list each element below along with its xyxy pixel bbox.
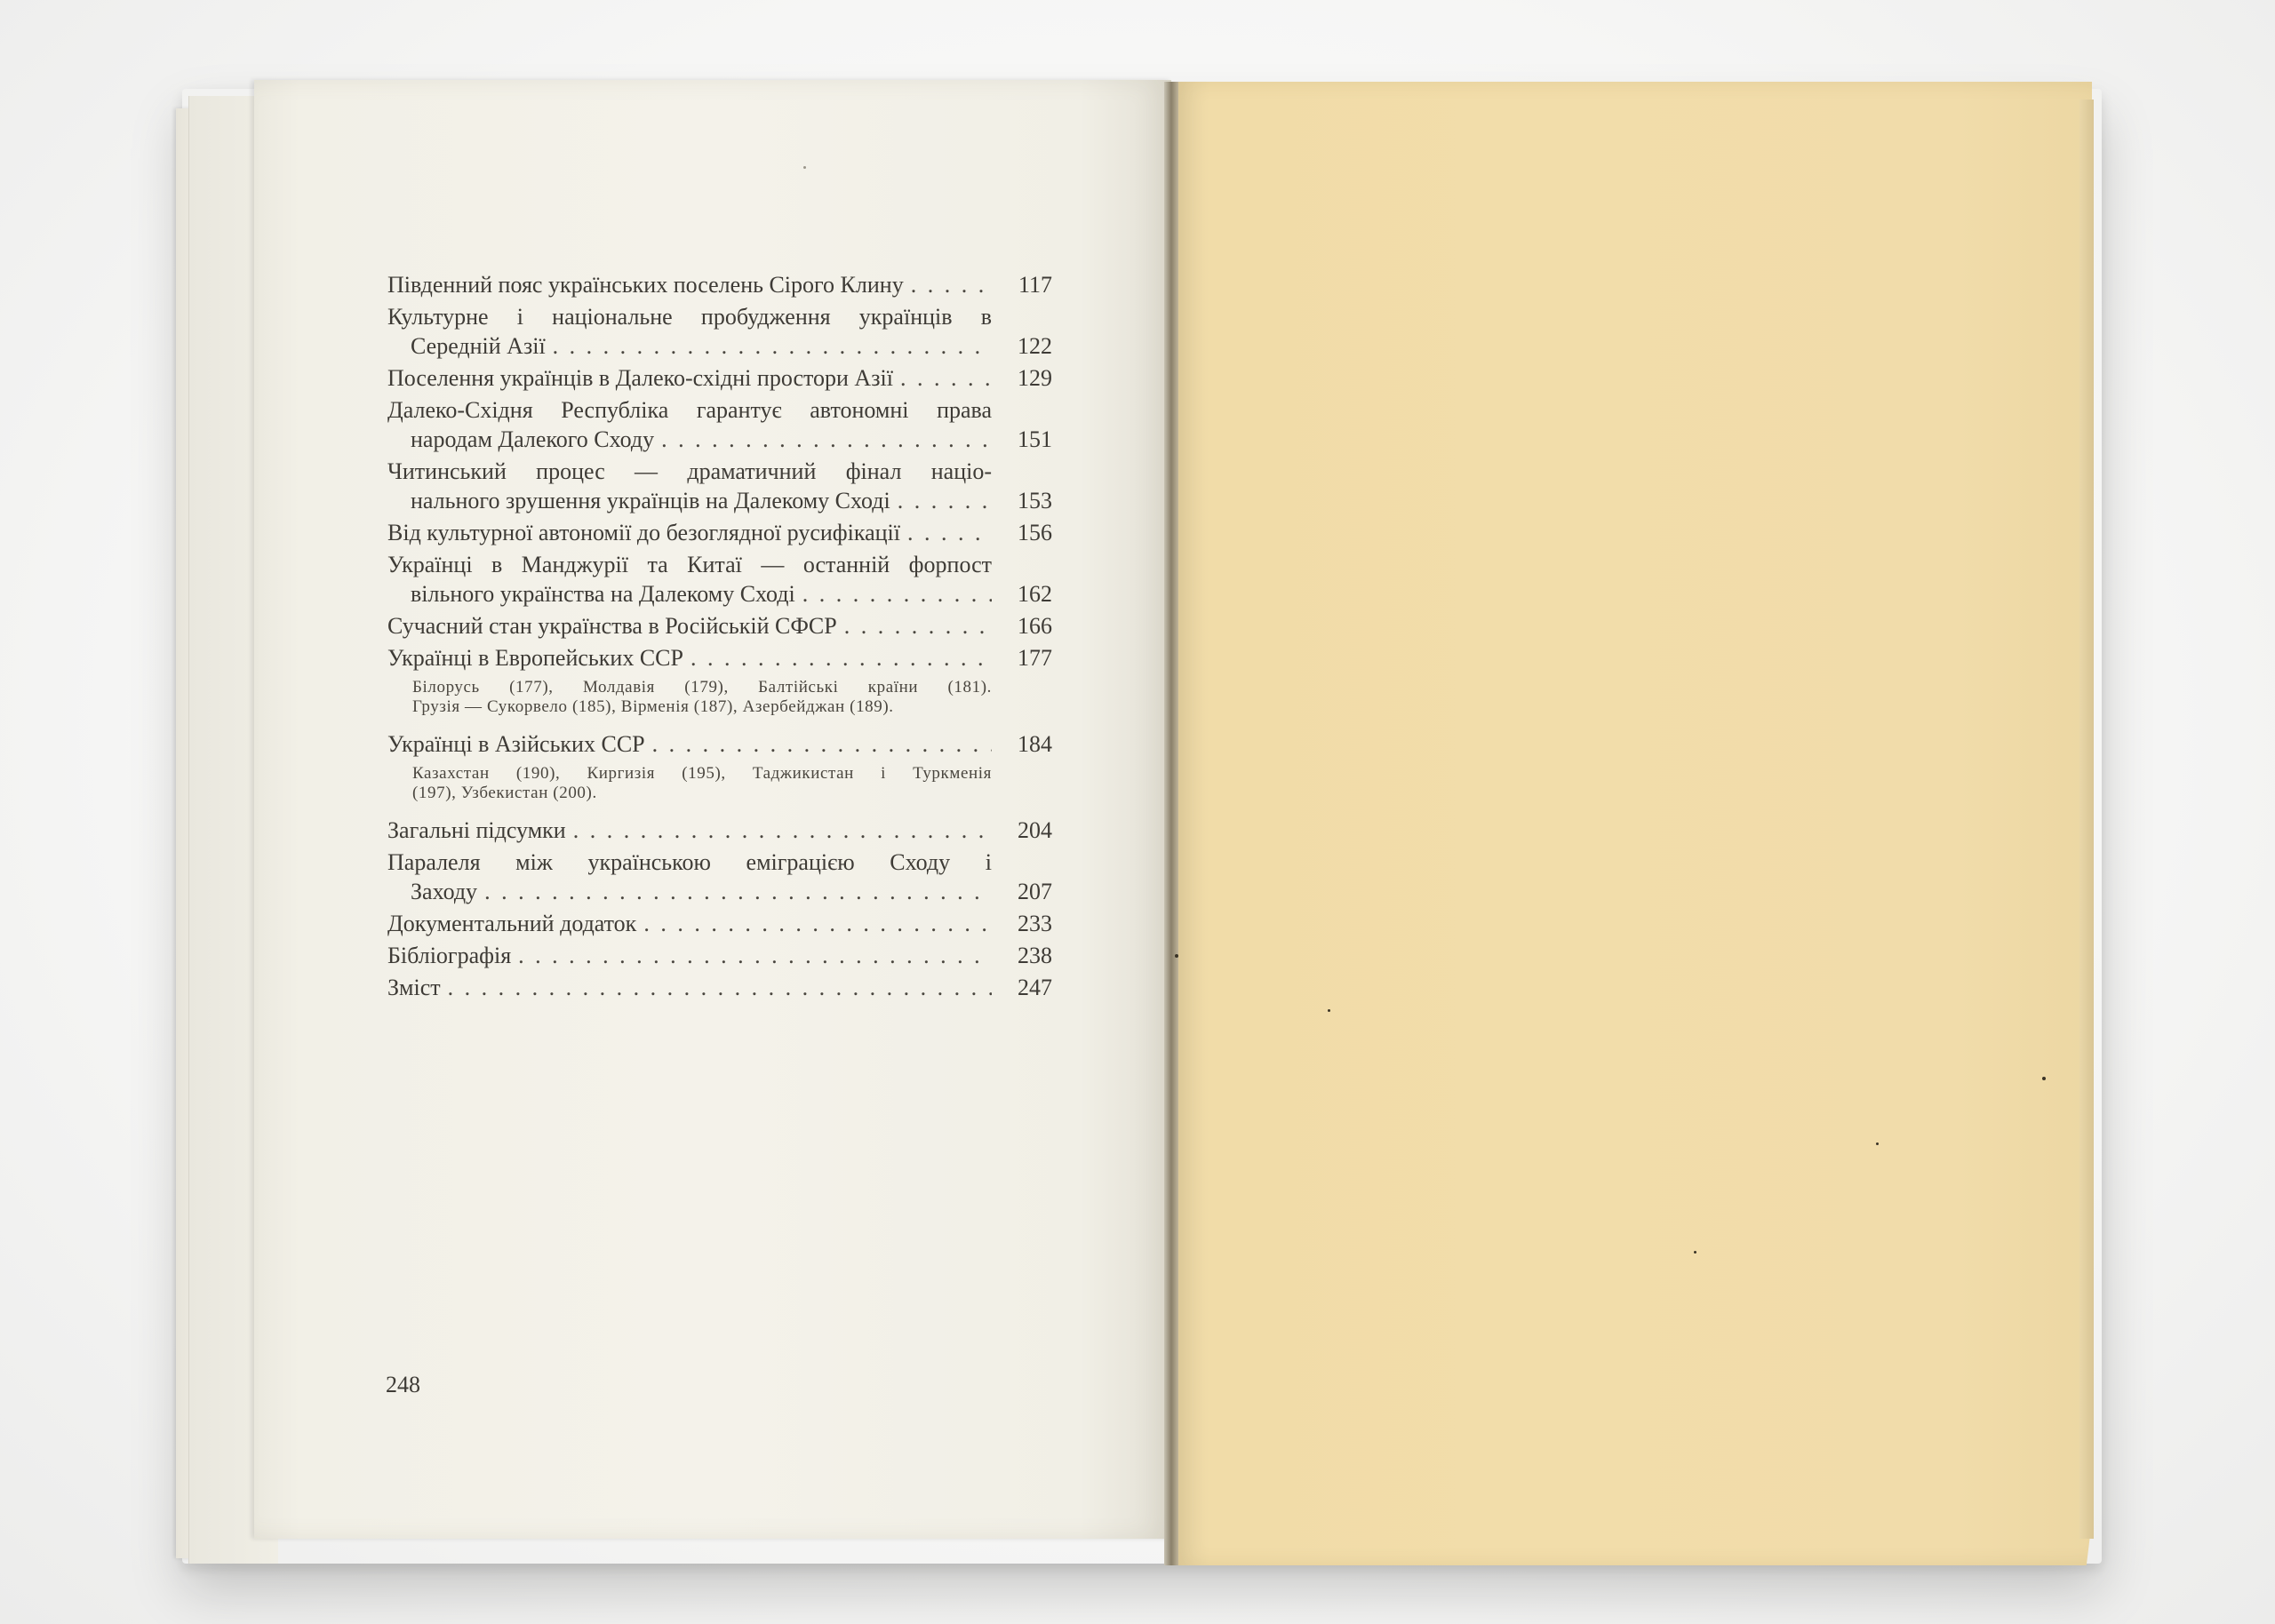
dot-leader — [898, 486, 992, 515]
toc-entry-title: Загальні підсумки — [387, 817, 566, 843]
toc-page-number: 177 — [1018, 645, 1052, 671]
toc-subentry-line: Казахстан (190), Киргизія (195), Таджикистан і Туркменія — [412, 764, 992, 783]
dot-leader — [900, 363, 992, 393]
paper-speck — [2042, 1077, 2046, 1080]
toc-entry — [387, 395, 1052, 454]
paper-speck — [1328, 1009, 1330, 1012]
toc-entry-title: Поселення українців в Далеко-східні простори Азії — [387, 365, 893, 391]
toc-entry-title: Від культурної автономії до безоглядної русифікації — [387, 520, 900, 545]
toc-entry-title: Паралеля між українською еміграцією Сходу і — [387, 849, 992, 875]
toc-entry — [387, 909, 1052, 938]
dot-leader — [690, 643, 992, 673]
dot-leader — [643, 909, 992, 938]
toc-page-number: 117 — [1018, 272, 1052, 298]
dot-leader — [907, 518, 992, 547]
toc-page-number: 207 — [1018, 879, 1052, 904]
paper-speck — [1876, 1142, 1879, 1145]
toc-page-number: 247 — [1018, 975, 1052, 1000]
dot-leader — [484, 877, 992, 906]
toc-entry — [387, 270, 1052, 299]
table-of-contents — [387, 270, 1052, 1005]
toc-entry-title: Південний пояс українських поселень Сірого Клину — [387, 272, 904, 298]
toc-entry — [387, 302, 1052, 361]
toc-page-number: 162 — [1018, 581, 1052, 607]
dot-leader — [652, 729, 992, 759]
toc-entry — [387, 973, 1052, 1002]
dot-leader — [911, 270, 992, 299]
toc-entry-title: Середній Азії — [411, 333, 546, 359]
toc-page-number: 156 — [1018, 520, 1052, 545]
toc-entry — [387, 363, 1052, 393]
toc-page-number: 166 — [1018, 613, 1052, 639]
toc-page-number: 204 — [1018, 817, 1052, 843]
toc-page-number: 238 — [1018, 943, 1052, 968]
toc-entry-title: Далеко-Східня Республіка гарантує автономні права — [387, 397, 992, 423]
book-gutter — [1164, 82, 1178, 1565]
toc-subentry-line: Білорусь (177), Молдавія (179), Балтійські країни (181). — [412, 678, 992, 697]
toc-entry-title: Українці в Европейських ССР — [387, 645, 683, 671]
right-page-endpaper — [1173, 82, 2092, 1565]
toc-entry-title: Читинський процес — драматичний фінал націо- — [387, 458, 992, 484]
toc-entry-title: Українці в Манджурії та Китаї — останній форпост — [387, 552, 992, 577]
toc-entry — [387, 611, 1052, 641]
toc-page-number: 151 — [1018, 426, 1052, 452]
toc-subentries — [387, 678, 1052, 717]
paper-speck — [1175, 954, 1178, 958]
toc-entry-title: Документальний додаток — [387, 911, 637, 936]
toc-entry-title: вільного українства на Далекому Сході — [411, 581, 795, 607]
dot-leader — [553, 331, 992, 361]
right-page-edge — [2079, 100, 2094, 1539]
toc-page-number: 153 — [1018, 488, 1052, 513]
paper-mark — [803, 166, 806, 169]
toc-entry — [387, 941, 1052, 970]
toc-entry — [387, 550, 1052, 609]
toc-entry-title: Сучасний стан українства в Російській СФСР — [387, 613, 837, 639]
toc-entry-title: Культурне і національне пробудження українців в — [387, 304, 992, 330]
toc-subentries — [387, 764, 1052, 803]
dot-leader — [518, 941, 992, 970]
paper-speck — [1694, 1251, 1696, 1254]
toc-entry — [387, 643, 1052, 673]
toc-entry-title: народам Далекого Сходу — [411, 426, 655, 452]
dot-leader — [573, 816, 992, 845]
toc-entry-title: Заходу — [411, 879, 478, 904]
dot-leader — [844, 611, 992, 641]
dot-leader — [448, 973, 992, 1002]
toc-page-number: 122 — [1018, 333, 1052, 359]
toc-entry-title: Українці в Азійських ССР — [387, 731, 645, 757]
toc-entry-title: Бібліографія — [387, 943, 512, 968]
toc-entry-title: нального зрушення українців на Далекому Сході — [411, 488, 890, 513]
page-number: 248 — [386, 1372, 420, 1397]
dot-leader — [661, 425, 992, 454]
toc-page-number: 184 — [1018, 731, 1052, 757]
toc-entry-title: Зміст — [387, 975, 441, 1000]
toc-entry — [387, 457, 1052, 515]
toc-entry — [387, 848, 1052, 906]
toc-subentry-line: Грузія — Сукорвело (185), Вірменія (187), Азербейджан (189). — [412, 697, 894, 716]
dot-leader — [802, 579, 992, 609]
toc-page-number: 129 — [1018, 365, 1052, 391]
toc-subentry-line: (197), Узбекистан (200). — [412, 784, 597, 802]
toc-entry — [387, 816, 1052, 845]
toc-entry — [387, 518, 1052, 547]
toc-page-number: 233 — [1018, 911, 1052, 936]
toc-entry — [387, 729, 1052, 759]
